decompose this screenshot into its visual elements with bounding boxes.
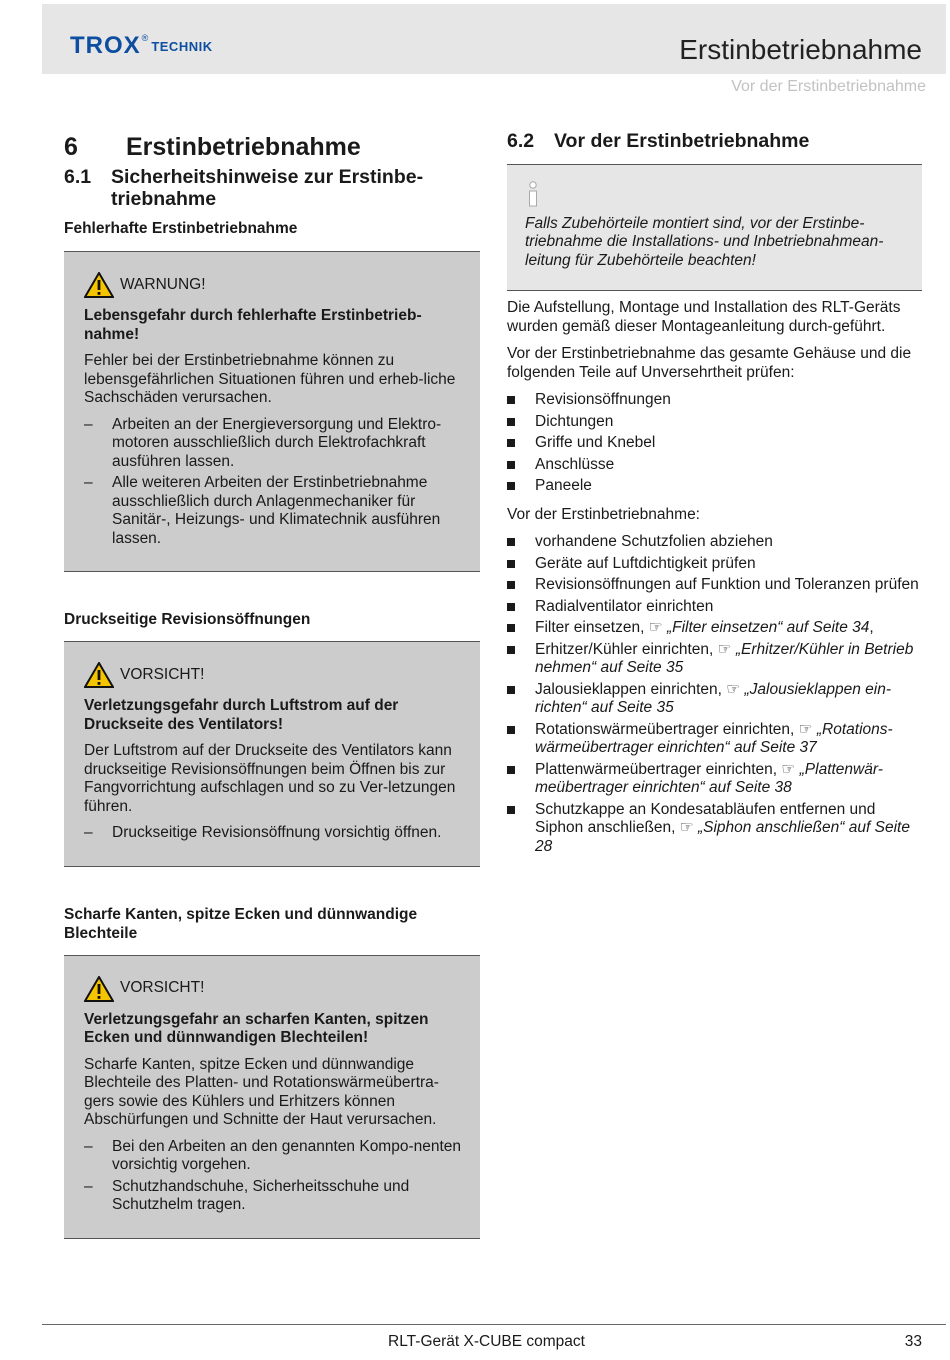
caution-label: VORSICHT! [120,665,205,683]
bullet-square-icon [507,646,515,654]
list-item [507,456,922,475]
bullet-square-icon [507,439,515,447]
logo-registered-mark: ® [141,33,149,43]
caution-instruction [84,1138,466,1175]
section-title: Vor der Erstinbetriebnahme [554,130,810,152]
dash-mark: – [84,474,93,491]
list-item [507,434,922,453]
list-item-text: Dichtungen [535,412,614,430]
page-header [42,4,946,74]
section-number: 6.1 [64,166,92,188]
instruction-text: Alle weiteren Arbeiten der Erstinbetriebnahme ausschließlich durch Anlagenmechaniker für Sanitär-, Heizungs- und Klimatechnik ausführen lassen. [112,474,441,547]
page-reference-link[interactable]: „Erhitzer/Kühler in Betrieb nehmen“ auf Seite 35 [535,640,914,676]
list-item [507,801,922,857]
list-item [507,477,922,496]
bullet-square-icon [507,726,515,734]
caution-text: Scharfe Kanten, spitze Ecken und dünnwandige Blechteile des Platten- und Rotationswärmeübertra-gers sowie des Kühlers und Erhitzers können Abschürfungen und Schnitte der Haut verursachen. [84,1055,439,1128]
caution-title [84,976,466,1002]
caution-label: VORSICHT! [120,979,205,997]
caution-headline: Verletzungsgefahr durch Luftstrom auf der Druckseite des Ventilators! [84,697,399,733]
caution-box-edges [64,955,480,1239]
reference-arrow-icon: ☞ [717,640,732,658]
warning-title [84,272,466,298]
page-reference-link[interactable]: „Plattenwär-meübertrager einrichten“ auf Seite 38 [535,760,883,796]
list-item-text: Jalousieklappen einrichten, ☞ „Jalousieklappen ein-richten“ auf Seite 35 [535,680,891,716]
task-list [507,533,922,856]
trox-logo [70,34,213,58]
footer-document-title: RLT-Gerät X-CUBE compact [388,1333,585,1350]
bullet-square-icon [507,806,515,814]
reference-arrow-icon: ☞ [726,680,741,698]
list-item-text: Paneele [535,477,592,494]
instruction-text: Arbeiten an der Energieversorgung und Elektro-motoren ausschließlich durch Elektrofachkraft ausführen lassen. [112,415,442,470]
info-icon [525,181,912,213]
warning-triangle-icon [84,272,114,298]
bullet-square-icon [507,538,515,546]
list-item [507,533,922,552]
warning-box [64,251,480,572]
list-item-text: Rotationswärmeübertrager einrichten, ☞ „Rotations-wärmeübertrager einrichten“ auf Seite 37 [535,720,893,756]
logo-technik-text: TECHNIK [151,38,213,54]
page-reference-link[interactable]: „Rotations-wärmeübertrager einrichten“ auf Seite 37 [535,720,893,756]
page-reference-link[interactable]: „Filter einsetzen“ auf Seite 34 [666,619,870,636]
bullet-square-icon [507,766,515,774]
list-item [507,413,922,432]
bullet-square-icon [507,581,515,589]
section-title: Sicherheitshinweise zur Erstinbe-triebnahme [111,166,424,210]
caution-instruction [84,824,466,843]
list-item-text: Erhitzer/Kühler einrichten, ☞ „Erhitzer/Kühler in Betrieb nehmen“ auf Seite 35 [535,640,914,676]
warning-instruction [84,474,466,548]
inspection-list [507,391,922,496]
bullet-square-icon [507,686,515,694]
dash-mark: – [84,415,93,433]
bullet-square-icon [507,603,515,611]
caution-text: Der Luftstrom auf der Druckseite des Ventilators kann druckseitige Revisionsöffnungen beim Öffnen bis zur Fangvorrichtung aufschlagen und so zu Ver-letzungen führen. [84,742,456,815]
list-item [507,761,922,798]
reference-arrow-icon: ☞ [798,720,813,738]
paragraph-pruefen: Vor der Erstinbetriebnahme das gesamte Gehäuse und die folgenden Teile auf Unversehrtheit prüfen: [507,345,912,381]
list-item-text: Revisionsöffnungen auf Funktion und Toleranzen prüfen [535,576,919,593]
list-item [507,598,922,617]
warning-triangle-icon [84,976,114,1002]
list-item [507,391,922,410]
paragraph-aufstellung: Die Aufstellung, Montage und Installation des RLT-Geräts wurden gemäß dieser Montageanleitung durch-geführt. [507,299,901,335]
bullet-square-icon [507,418,515,426]
list-item-text: Revisionsöffnungen [535,391,671,408]
subheading-druckseitige: Druckseitige Revisionsöffnungen [64,611,311,628]
list-item-text: Anschlüsse [535,455,615,473]
chapter-heading [64,130,480,164]
list-item-text: vorhandene Schutzfolien abziehen [535,533,773,550]
list-item-text: Griffe und Knebel [535,434,656,451]
reference-arrow-icon: ☞ [679,819,694,836]
warning-triangle-icon [84,662,114,688]
section-heading-6-1 [64,166,480,210]
reference-arrow-icon: ☞ [781,760,796,778]
warning-label: WARNUNG! [120,275,206,293]
section-heading-6-2 [507,130,922,152]
bullet-square-icon [507,624,515,632]
list-item-text: Plattenwärmeübertrager einrichten, ☞ „Plattenwär-meübertrager einrichten“ auf Seite 38 [535,760,883,796]
instruction-text: Schutzhandschuhe, Sicherheitsschuhe und Schutzhelm tragen. [112,1177,410,1213]
footer-divider [42,1324,946,1325]
caution-box-airflow [64,641,480,867]
list-item [507,641,922,678]
page-reference-link[interactable]: „Jalousieklappen ein-richten“ auf Seite 35 [535,680,891,716]
logo-trox-text: TROX [70,32,141,59]
instruction-text: Bei den Arbeiten an den genannten Kompo-nenten vorsichtig vorgehen. [112,1137,462,1173]
footer-page-number: 33 [904,1333,922,1350]
reference-arrow-icon: ☞ [648,619,663,636]
bullet-square-icon [507,396,515,404]
list-item-text: Filter einsetzen, ☞ „Filter einsetzen“ auf Seite 34, [535,619,874,636]
info-text: Falls Zubehörteile montiert sind, vor der Erstinbe-triebnahme die Installations- und Inbetriebnahmean-leitung für Zubehörteile beachten! [525,214,884,269]
chapter-number: 6 [64,133,78,161]
warning-headline: Lebensgefahr durch fehlerhafte Erstinbetrieb-nahme! [84,307,422,343]
warning-instruction [84,416,466,472]
subheading-scharfe-kanten: Scharfe Kanten, spitze Ecken und dünnwandige Blechteile [64,905,418,942]
left-column [64,130,480,1239]
bullet-square-icon [507,560,515,568]
dash-mark: – [84,1177,93,1195]
page-reference-link[interactable]: „Siphon anschließen“ auf Seite 28 [535,819,910,855]
caution-title [84,662,466,688]
dash-mark: – [84,1137,93,1155]
bullet-square-icon [507,461,515,469]
list-item [507,576,922,595]
caution-instruction [84,1178,466,1215]
list-item-text: Geräte auf Luftdichtigkeit prüfen [535,554,756,572]
dash-mark: – [84,824,93,841]
paragraph-vor-erstinbetriebnahme: Vor der Erstinbetriebnahme: [507,505,700,523]
header-subtitle: Vor der Erstinbetriebnahme [731,78,926,95]
header-title: Erstinbetriebnahme [679,34,922,65]
caution-headline: Verletzungsgefahr an scharfen Kanten, spitzen Ecken und dünnwandigen Blechteilen! [84,1010,429,1046]
info-box [507,164,922,291]
warning-text: Fehler bei der Erstinbetriebnahme können zu lebensgefährlichen Situationen führen und erheb-liche Sachschäden verursachen. [84,352,456,406]
chapter-title: Erstinbetriebnahme [126,133,361,161]
list-item [507,721,922,758]
subheading-fehlerhafte: Fehlerhafte Erstinbetriebnahme [64,220,298,237]
instruction-text: Druckseitige Revisionsöffnung vorsichtig öffnen. [112,824,442,841]
list-item-text: Radialventilator einrichten [535,597,714,615]
list-item-text: Schutzkappe an Kondesatabläufen entfernen und Siphon anschließen, ☞ „Siphon anschließen“ auf Seite 28 [535,800,910,855]
list-item [507,555,922,574]
right-column [507,130,922,866]
section-number: 6.2 [507,130,535,152]
list-item [507,619,922,638]
list-item [507,681,922,718]
bullet-square-icon [507,482,515,490]
